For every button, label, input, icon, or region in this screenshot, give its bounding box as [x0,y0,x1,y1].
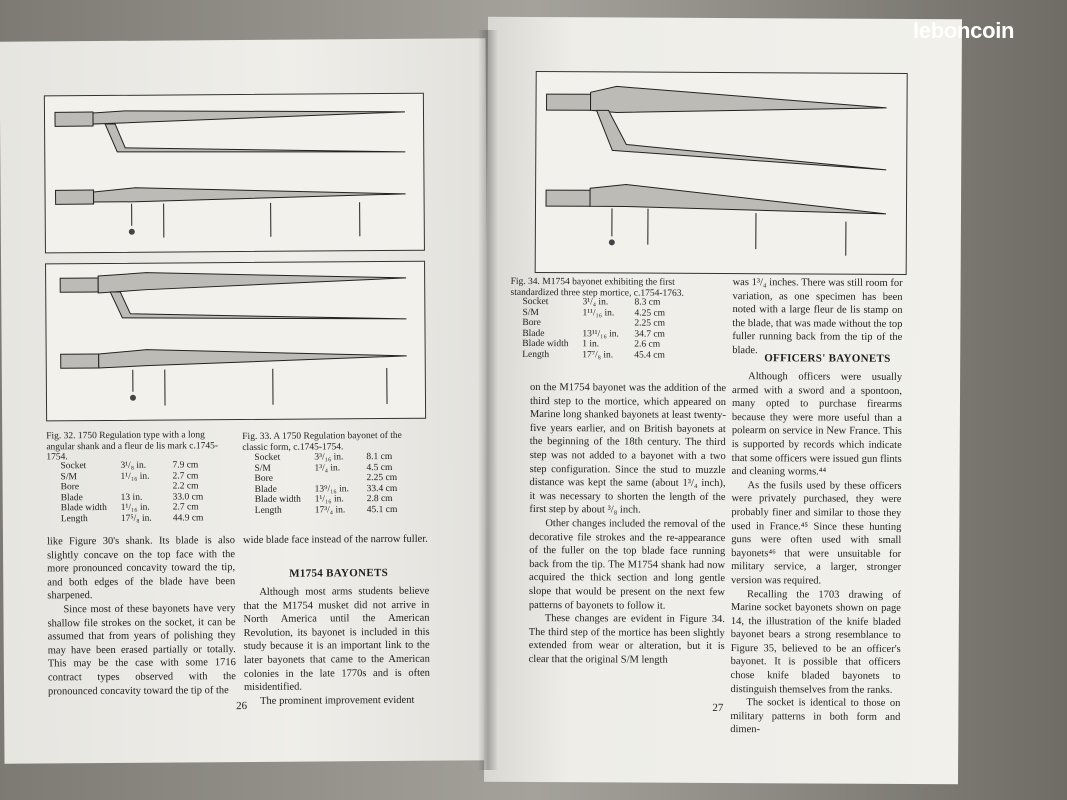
spec-row: Bore 2.25 cm [254,472,398,484]
spec-row: Blade width 1 in. 2.6 cm [522,338,661,350]
paragraph: The socket is identical to those on military patterns in both form and dimen- [730,697,901,736]
paragraph: wide blade face instead of the narrow fuller. [242,533,428,547]
figure-34-caption: Fig. 34. M1754 bayonet exhibiting the first standardized three step mortice, c.1754-1763. [510,276,684,299]
left-column-2-text [243,585,430,709]
spec-row: Length 17⁷/₈ in. 45.4 cm [522,349,665,361]
spec-row: Socket 3³/₁₆ in. 8.1 cm [254,451,393,463]
page-number-26: 26 [236,699,248,713]
spec-row: S/M 1¹/₁₆ in. 2.7 cm [60,470,199,482]
right-column-2-top-text [732,276,902,358]
figure-33-specs [248,452,416,516]
spec-row: Blade width 1¹/₁₆ in. 2.7 cm [60,502,199,514]
spec-row: Blade width 1¹/₁₆ in. 2.8 cm [254,493,393,505]
right-page [484,17,962,784]
section-heading-officers: OFFICERS' BAYONETS [764,352,891,365]
paragraph: Since most of these bayonets have very shallow file strokes on the socket, it can be assumed that from years of polishing they may have been erased partially or totally. This may be the case with some 1716 contract types observed with the pronounced concavity toward the tip of the [47,603,236,697]
spec-row: Bore 2.25 cm [522,317,666,329]
spec-row: S/M 1¹¹/₁₆ in. 4.25 cm [522,307,666,319]
section-heading-m1754: M1754 BAYONETS [289,567,389,580]
spec-row: Length 17³/₄ in. 45.1 cm [254,504,398,516]
spec-row: Bore 2.2 cm [60,481,199,493]
figure-32-drawing [44,93,425,254]
spec-row: Length 17⁵/₈ in. 44.9 cm [60,512,204,524]
figure-34-specs [516,297,684,361]
spec-row: Socket 3¹/₈ in. 7.9 cm [60,460,199,472]
paragraph: Recalling the 1703 drawing of Marine socket bayonets shown on page 14, the illustration of the knife bladed bayonet bears a strong resemblance to Figure 35, believed to be an officer's bayonet. It is possible that officers chose knife bladed bayonets to distinguish themselves from the ranks. [730,588,902,696]
figure-34-drawing [535,71,908,275]
paragraph: Although most arms students believe that the M1754 musket did not arrive in North America until the American Revolution, its bayonet is included in this study because it is an important link to the later bayonets that came to the American colonies in the late 1770s and is often misidentified. [243,585,430,694]
page-number-27: 27 [712,701,724,715]
paragraph: on the M1754 bayonet was the addition of the third step to the mortice, which appeared on Marine long shanked bayonets at least twenty-five years earlier, and on British bayonets at the beginning of the 18th century. The third step was not added to a bayonet with a two step configuration. Since the stud to muzzle distance was kept the same (about 1³/₄ inch), it was necessary to shorten the length of the first step by about ³/₈ inch. [529,381,727,516]
left-page [0,38,491,763]
paragraph: Other changes included the removal of the decorative file strokes and the re-appearance of the fuller on the top blade face running back from the tip. The M1754 shank had now acquired the thick section and long gentle slope that would be present on the next few patterns of bayonets to follow it. [528,518,726,612]
spec-row: S/M 1³/₄ in. 4.5 cm [254,462,393,474]
left-column-2-top-text [243,533,429,548]
paragraph: As the fusils used by these officers were privately purchased, they were probably finer and similar to those they used in France.⁴⁵ Since these hunting guns were often used with small bayonets⁴⁶ that were unsuitable for military service, a larger, stronger version was required. [731,479,902,587]
spec-row: Blade 13⁹/₁₆ in. 33.4 cm [254,483,398,495]
figure-32-caption: Fig. 32. 1750 Regulation type with a long angular shank and a fleur de lis mark c.1745-1754. [46,430,219,463]
book-gutter-shadow [478,30,498,770]
leboncoin-logo: leboncoin [913,18,1015,43]
spec-row: Blade 13 in. 33.0 cm [60,491,204,503]
figure-32-specs [54,460,222,524]
right-column-2-text [730,370,902,738]
spec-row: Socket 3¹/₄ in. 8.3 cm [522,296,661,308]
figure-33-drawing [45,261,426,422]
paragraph: Although officers were usually armed with a sword and a spontoon, many opted to purchase firearms because they were more useful than a polearm on service in New France. This is supported by records which indicate that some officers were issued gun flints and cleaning worms.⁴⁴ [731,371,903,478]
paragraph: was 1³/₄ inches. There was still room for variation, as one specimen has been noted with a large fleur de lis stamp on the blade, that was made without the top fuller running back from the tip of the blade. [732,277,903,357]
figure-33-caption: Fig. 33. A 1750 Regulation bayonet of the classic form, c.1745-1754. [242,430,402,453]
right-column-1-text [529,381,726,667]
spec-row: Blade 13¹¹/₁₆ in. 34.7 cm [522,328,665,340]
paragraph: These changes are evident in Figure 34. The third step of the mortice has been slightly extended from wear or alteration, but it is clear that the original S/M length [528,613,725,666]
left-column-1-text [47,534,236,698]
paragraph: The prominent improvement evident [260,694,415,707]
paragraph: like Figure 30's shank. Its blade is also slightly concave on the top face with the more pronounced concavity toward the tip, and both edges of the blade have been sharpened. [46,535,236,602]
